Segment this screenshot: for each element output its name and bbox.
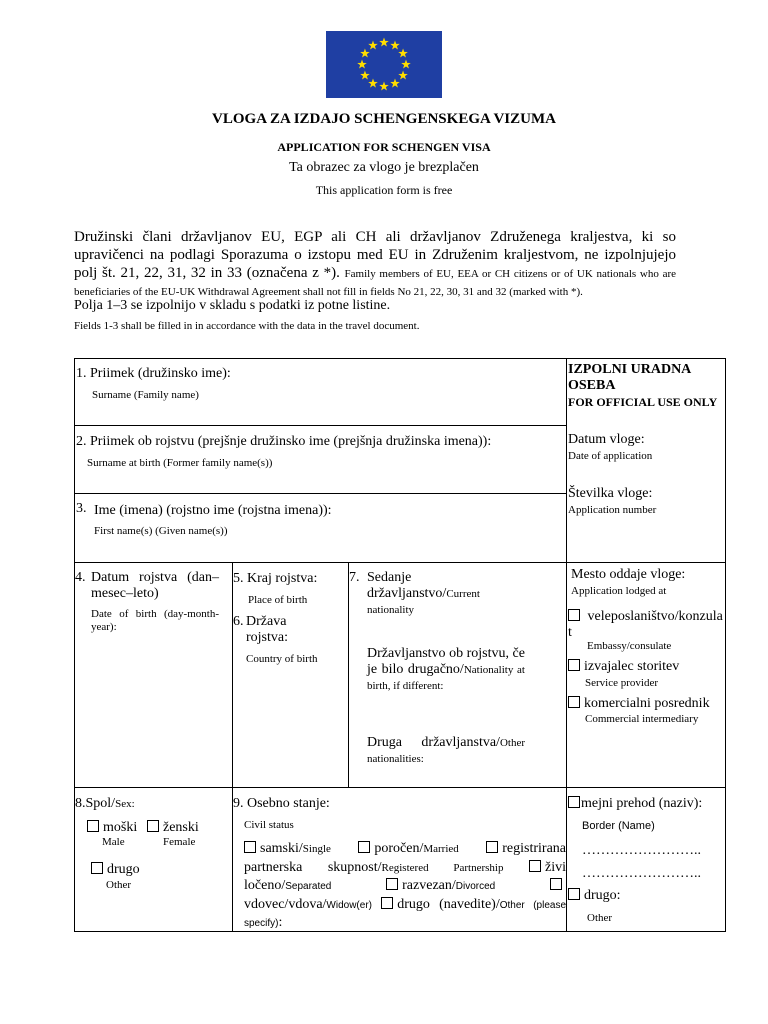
single-label: samski/ bbox=[260, 841, 303, 856]
field-7-current-label-en: Current nationality bbox=[367, 588, 480, 616]
eu-star-icon bbox=[357, 60, 367, 69]
application-number-label: Številka vloge: bbox=[568, 486, 653, 501]
field-1-number: 1. bbox=[76, 366, 87, 381]
field-2-number: 2. bbox=[76, 434, 87, 449]
male-label-en: Male bbox=[102, 836, 125, 848]
field-5-number: 5. bbox=[233, 571, 244, 586]
intro-text-en: Family members of EU, EEA or CH citizens or of UK nationals who are beneficiaries of the EU-UK Withdrawal Agreement shall not fill in fields No 21, 22, 30, 31 and 32 (marked with *). bbox=[74, 268, 676, 298]
field-4-number: 4. bbox=[75, 570, 86, 585]
eu-star-icon bbox=[401, 60, 411, 69]
widow-checkbox[interactable] bbox=[550, 878, 562, 890]
fields-note-en: Fields 1-3 shall be filled in in accordance with the data in the travel document. bbox=[74, 320, 420, 332]
eu-star-icon bbox=[360, 49, 370, 58]
eu-stars-icon bbox=[326, 31, 442, 98]
application-number-label-en: Application number bbox=[568, 504, 657, 516]
male-label: moški bbox=[103, 820, 138, 835]
separated-label: živi ločeno/ bbox=[244, 859, 567, 893]
field-8-number: 8. bbox=[75, 796, 86, 811]
embassy-label-en: Embassy/consulate bbox=[587, 640, 672, 652]
field-2-label: Priimek ob rojstvu (prejšnje družinsko ime (prejšnja družinska imena)): bbox=[90, 434, 492, 449]
field-6-number: 6. bbox=[233, 614, 244, 629]
sex-other-checkbox[interactable] bbox=[91, 862, 103, 874]
eu-star-icon bbox=[398, 71, 408, 80]
eu-star-icon bbox=[379, 82, 389, 91]
field-1-label-en: Surname (Family name) bbox=[92, 389, 199, 401]
official-other-label-en: Other bbox=[587, 912, 613, 924]
male-checkbox[interactable] bbox=[87, 820, 99, 832]
eu-star-icon bbox=[390, 40, 400, 49]
service-provider-label-en: Service provider bbox=[585, 677, 658, 689]
eu-star-icon bbox=[368, 79, 378, 88]
field-4-label-en: Date of birth (day-month-year): bbox=[91, 608, 219, 633]
single-checkbox[interactable] bbox=[244, 841, 256, 853]
service-provider-checkbox[interactable] bbox=[568, 659, 580, 671]
married-label-en: Married bbox=[423, 843, 459, 855]
border-label-en: Border (Name) bbox=[582, 820, 655, 832]
eu-star-icon bbox=[379, 38, 389, 47]
field-9-number: 9. bbox=[233, 796, 244, 811]
widow-label-en: Widow(er) bbox=[326, 899, 372, 911]
field-8-label-en: Sex: bbox=[115, 798, 135, 810]
field-8-label: Spol/ bbox=[85, 796, 116, 811]
field-4-label: Datum rojstva (dan–mesec–leto) bbox=[91, 570, 219, 601]
intro-text-sl: Družinski člani državljanov EU, EGP ali CH ali državljanov Združenega kraljestva, ki so upravičenci na podlagi Sporazuma o izstopu med EU in Združenim kraljestvom, ne izpolnjujejo polj št. 21, 22, 31, 32 in 33 (označena z *). bbox=[74, 229, 676, 281]
border-checkbox[interactable] bbox=[568, 796, 580, 808]
married-label: poročen/ bbox=[374, 841, 424, 856]
border-dots-1: …………………….. bbox=[582, 843, 701, 858]
eu-star-icon bbox=[390, 79, 400, 88]
form-title-en: APPLICATION FOR SCHENGEN VISA bbox=[277, 140, 491, 154]
official-title-en: FOR OFFICIAL USE ONLY bbox=[568, 395, 718, 409]
divorced-label: razvezan/ bbox=[402, 878, 456, 893]
eu-star-icon bbox=[360, 71, 370, 80]
field-6-label: Država rojstva: bbox=[246, 614, 288, 645]
female-label: ženski bbox=[163, 820, 199, 835]
widow-label: vdovec/vdova/ bbox=[244, 896, 327, 912]
service-provider-label: izvajalec storitev bbox=[584, 659, 680, 674]
intermediary-checkbox[interactable] bbox=[568, 696, 580, 708]
free-notice: Ta obrazec za vlogo je brezplačen bbox=[289, 160, 479, 175]
partnership-checkbox[interactable] bbox=[486, 841, 498, 853]
field-7-other-label-en: Other nationalities: bbox=[367, 737, 525, 765]
field-1-label: Priimek (družinsko ime): bbox=[90, 366, 231, 381]
field-3-label: Ime (imena) (rojstno ime (rojstna imena)): bbox=[94, 503, 332, 518]
border-dots-2: …………………….. bbox=[582, 866, 701, 881]
divorced-label-en: Divorced bbox=[455, 881, 496, 892]
field-2-label-en: Surname at birth (Former family name(s)) bbox=[87, 457, 273, 469]
sex-other-label-en: Other bbox=[106, 879, 132, 891]
eu-star-icon bbox=[398, 49, 408, 58]
female-checkbox[interactable] bbox=[147, 820, 159, 832]
civil-other-checkbox[interactable] bbox=[381, 897, 393, 909]
form-title: VLOGA ZA IZDAJO SCHENGENSKEGA VIZUMA bbox=[212, 111, 556, 127]
intermediary-label-en: Commercial intermediary bbox=[585, 713, 699, 725]
field-9-label-en: Civil status bbox=[244, 819, 294, 831]
field-7-birth-label-en: Nationality at birth, if different: bbox=[367, 664, 525, 692]
application-date-label-en: Date of application bbox=[568, 450, 653, 462]
free-notice-en: This application form is free bbox=[315, 183, 453, 197]
eu-flag-logo bbox=[326, 31, 442, 98]
official-title: IZPOLNI URADNA OSEBA bbox=[568, 362, 691, 393]
official-other-checkbox[interactable] bbox=[568, 888, 580, 900]
partnership-label: registrirana partnerska skupnost/ bbox=[244, 841, 567, 875]
partnership-label-en: Registered Partnership bbox=[381, 861, 504, 874]
field-7-birth-label: Državljanstvo ob rojstvu, če je bilo drugačno/ bbox=[367, 646, 525, 677]
intermediary-label: komercialni posrednik bbox=[584, 696, 710, 711]
single-label-en: Single bbox=[302, 843, 331, 855]
field-3-label-en: First name(s) (Given name(s)) bbox=[94, 525, 228, 537]
separated-checkbox[interactable] bbox=[529, 860, 541, 872]
embassy-checkbox[interactable] bbox=[568, 609, 580, 621]
border-label: mejni prehod (naziv): bbox=[581, 796, 703, 811]
lodged-at-label: Mesto oddaje vloge: bbox=[571, 567, 686, 582]
lodged-at-label-en: Application lodged at bbox=[571, 585, 667, 597]
fields-note: Polja 1–3 se izpolnijo v skladu s podatki iz potne listine. bbox=[74, 298, 391, 313]
field-5-label: Kraj rojstva: bbox=[247, 571, 318, 586]
field-7-other-label: Druga državljanstva/ bbox=[367, 735, 500, 750]
separated-label-en: Separated bbox=[285, 881, 332, 892]
embassy-label: veleposlaništvo/konzulat bbox=[568, 609, 723, 640]
field-6-label-en: Country of birth bbox=[246, 653, 318, 665]
sex-other-label: drugo bbox=[107, 862, 140, 877]
field-7-current-label: Sedanje državljanstvo/ bbox=[367, 570, 447, 601]
field-3-number: 3. bbox=[76, 501, 87, 516]
divorced-checkbox[interactable] bbox=[386, 878, 398, 890]
civil-other-label-en: Other (please specify) bbox=[244, 899, 567, 929]
civil-other-label: drugo (navedite)/ bbox=[397, 896, 500, 912]
field-9-label: Osebno stanje: bbox=[247, 796, 330, 811]
application-date-label: Datum vloge: bbox=[568, 432, 645, 447]
field-5-label-en: Place of birth bbox=[248, 594, 308, 606]
eu-star-icon bbox=[368, 40, 378, 49]
civil-other-colon: : bbox=[278, 915, 283, 930]
field-7-number: 7. bbox=[349, 570, 360, 585]
married-checkbox[interactable] bbox=[358, 841, 370, 853]
intro-paragraph bbox=[74, 228, 676, 300]
female-label-en: Female bbox=[163, 836, 196, 848]
official-other-label: drugo: bbox=[584, 888, 621, 903]
